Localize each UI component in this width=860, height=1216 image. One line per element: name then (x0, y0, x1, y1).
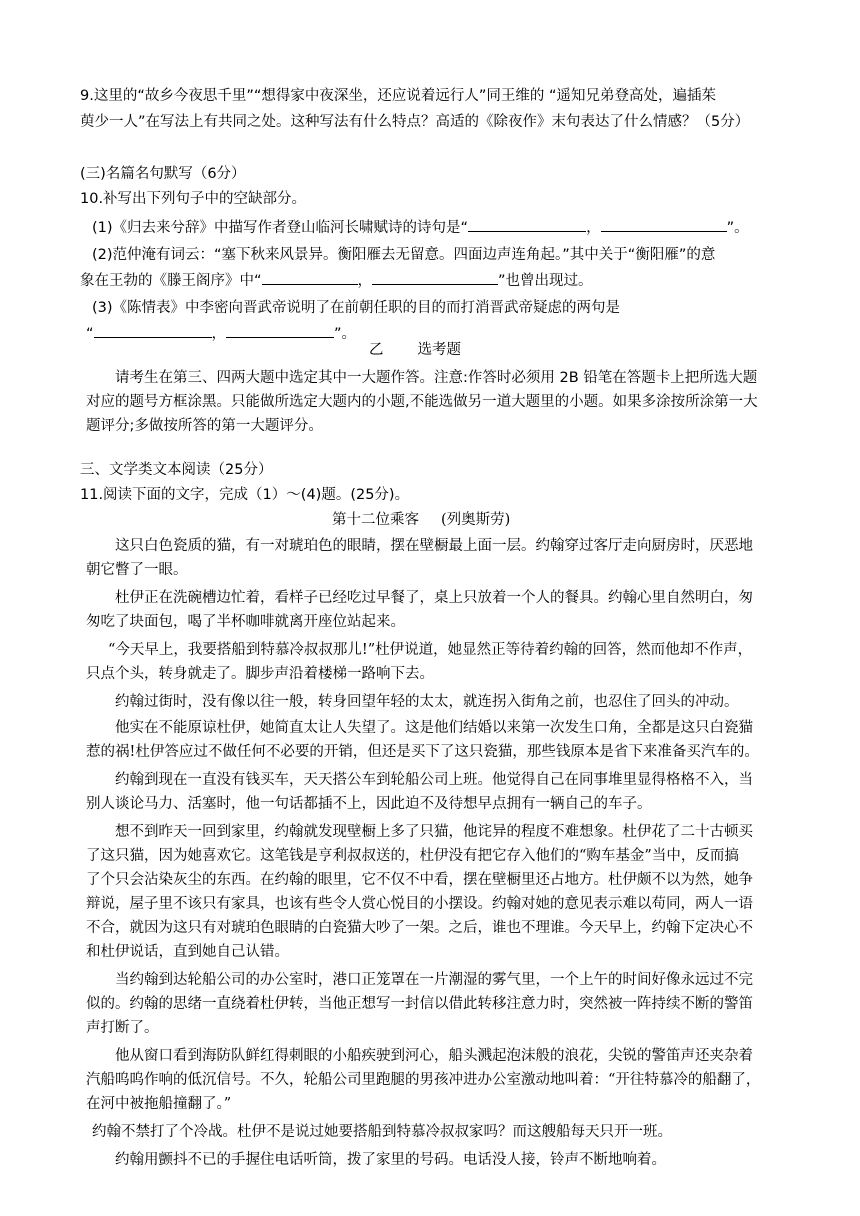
q10-item-2-suffix: ”也曾出现过。 (498, 273, 593, 289)
answer-blank[interactable] (226, 323, 334, 338)
q10-title: 10.补写出下列句子中的空缺部分。 (80, 191, 307, 207)
q10-item-3-line-2 (86, 323, 356, 344)
answer-blank[interactable] (262, 270, 358, 285)
story-p2-line-1: 杜伊正在洗碗槽边忙着，看样子已经吃过早餐了，桌上只放着一个人的餐具。约翰心里自然明白，匆 (115, 590, 753, 606)
q11-instruction: 11.阅读下面的文字，完成（1）～(4)题。(25分)。 (80, 487, 410, 503)
elective-instruction-line-2: 对应的题号方框涂黑。只能做所选定大题内的小题,不能选做另一道大题里的小题。如果多涂按所涂第一大 (86, 394, 758, 410)
elective-instruction-line-3: 题评分;多做按所答的第一大题评分。 (86, 418, 323, 434)
q10-item-2-prefix: 象在王勃的《滕王阁序》中“ (80, 273, 262, 289)
story-p2-line-2: 匆吃了块面包，喝了半杯咖啡就离开座位站起来。 (86, 614, 405, 630)
answer-blank[interactable] (372, 270, 498, 285)
elective-instruction-line-1: 请考生在第三、四两大题中选定其中一大题作答。注意:作答时必须用 2B 铅笔在答题卡上把所选大题 (115, 370, 758, 386)
story-p6-line-1: 约翰到现在一直没有钱买车，天天搭公车到轮船公司上班。他觉得自己在同事堆里显得格格不入，当 (115, 772, 753, 788)
q10-item-3-line-1: (3)《陈情表》中李密向晋武帝说明了在前朝任职的目的而打消晋武帝疑虑的两句是 (92, 300, 621, 316)
story-title-line (332, 510, 510, 530)
q10-item-1 (92, 217, 749, 238)
story-p8-line-2: 似的。约翰的思绪一直绕着杜伊转，当他正想写一封信以借此转移注意力时，突然被一阵持续不断的警笛 (86, 996, 753, 1012)
q10-item-1-prefix: (1)《归去来兮辞》中描写作者登山临河长啸赋诗的诗句是“ (92, 220, 469, 236)
elective-title-a: 乙 (369, 342, 384, 358)
q9-line-2: 萸少一人”在写法上有共同之处。这种写法有什么特点？高适的《除夜作》末句表达了什么情感？（5分） (80, 114, 750, 130)
story-p5-line-2: 惹的祸!杜伊答应过不做任何不必要的开销，但还是买下了这只瓷猫，那些钱原本是省下来准备买汽车的。 (86, 744, 759, 760)
elective-title-b: 选考题 (417, 342, 461, 358)
story-p7-line-6: 和杜伊说话，直到她自己认错。 (86, 944, 289, 960)
story-p9-line-2: 汽船呜呜作响的低沉信号。不久，轮船公司里跑腿的男孩冲进办公室激动地叫着：“开往特慕冷的船翻了， (86, 1072, 761, 1088)
story-p7-line-4: 辩说，屋子里不该只有家具，也该有些令人赏心悦目的小摆设。约翰对她的意见表示难以苟同，两人一语 (86, 896, 753, 912)
quote-open: “ (86, 326, 94, 342)
story-p7-line-1: 想不到昨天一回到家里，约翰就发现壁橱上多了只猫，他诧异的程度不难想象。杜伊花了二十古顿买 (115, 824, 753, 840)
section-heading-famous-lines: (三)名篇名句默写（6分） (80, 166, 246, 182)
story-p8-line-1: 当约翰到达轮船公司的办公室时，港口正笼罩在一片潮湿的雾气里，一个上午的时间好像永远过不完 (115, 972, 753, 988)
story-p1-line-1: 这只白色瓷质的猫，有一对琥珀色的眼睛，摆在壁橱最上面一层。约翰穿过客厅走向厨房时，厌恶地 (115, 538, 753, 554)
story-p9-line-1: 他从窗口看到海防队鲜红得刺眼的小船疾驶到河心，船头溅起泡沫般的浪花，尖锐的警笛声还夹杂着 (115, 1048, 753, 1064)
answer-blank[interactable] (94, 323, 212, 338)
story-p11-line-1: 约翰用颤抖不已的手握住电话听筒，拨了家里的号码。电话没人接，铃声不断地响着。 (115, 1152, 666, 1168)
story-author: (列奥斯劳) (441, 512, 511, 528)
quote-close: ”。 (726, 220, 749, 236)
story-p10-line-1: 约翰不禁打了个冷战。杜伊不是说过她要搭船到特慕冷叔叔家吗？而这艘船每天只开一班。 (92, 1124, 672, 1140)
q10-item-2-line-2 (80, 270, 593, 291)
answer-blank[interactable] (601, 217, 727, 232)
story-p7-line-3: 了个只会沾染灰尘的东西。在约翰的眼里，它不仅不中看，摆在壁橱里还占地方。杜伊颇不以为然，她争 (86, 872, 753, 888)
comma: ， (586, 220, 601, 236)
story-title: 第十二位乘客 (332, 512, 419, 528)
story-p7-line-2: 了这只猫，因为她喜欢它。这笔钱是亨利叔叔送的，杜伊没有把它存入他们的“购车基金”当中，反而搞 (86, 848, 739, 864)
q9-line-1: 9.这里的“故乡今夜思千里”“想得家中夜深坐，还应说着远行人”同王维的 “遥知兄弟登高处，遍插茱 (80, 88, 716, 104)
q10-item-2-line-1: (2)范仲淹有词云：“塞下秋来风景异。衡阳雁去无留意。四面边声连角起。”其中关于“衡阳雁”的意 (92, 247, 716, 263)
answer-blank[interactable] (468, 217, 586, 232)
story-p7-line-5: 不合，就因为这只有对琥珀色眼睛的白瓷猫大吵了一架。之后，谁也不理谁。今天早上，约翰下定决心不 (86, 920, 753, 936)
story-p3-line-1: “今天早上，我要搭船到特慕冷叔叔那儿!”杜伊说道，她显然正等待着约翰的回答，然而他却不作声， (108, 642, 753, 658)
story-p5-line-1: 他实在不能原谅杜伊，她简直太让人失望了。这是他们结婚以来第一次发生口角，全都是这只白瓷猫 (115, 720, 753, 736)
story-p3-line-2: 只点个头，转身就走了。脚步声沿着楼梯一路响下去。 (86, 666, 434, 682)
comma: ， (357, 273, 373, 289)
story-p8-line-3: 声打断了。 (86, 1020, 159, 1036)
story-p6-line-2: 别人谈论马力、活塞时，他一句话都插不上，因此迫不及待想早点拥有一辆自己的车子。 (86, 796, 652, 812)
story-p9-line-3: 在河中被拖船撞翻了。” (86, 1096, 232, 1112)
section-heading-literary: 三、文学类文本阅读（25分） (80, 462, 273, 478)
elective-title (369, 340, 461, 360)
story-p1-line-2: 朝它瞥了一眼。 (86, 562, 188, 578)
story-p4-line-1: 约翰过街时，没有像以往一般，转身回望年轻的太太，就连拐入街角之前，也忍住了回头的冲动。 (115, 694, 739, 710)
comma: ， (211, 326, 227, 342)
quote-close: ”。 (334, 326, 357, 342)
